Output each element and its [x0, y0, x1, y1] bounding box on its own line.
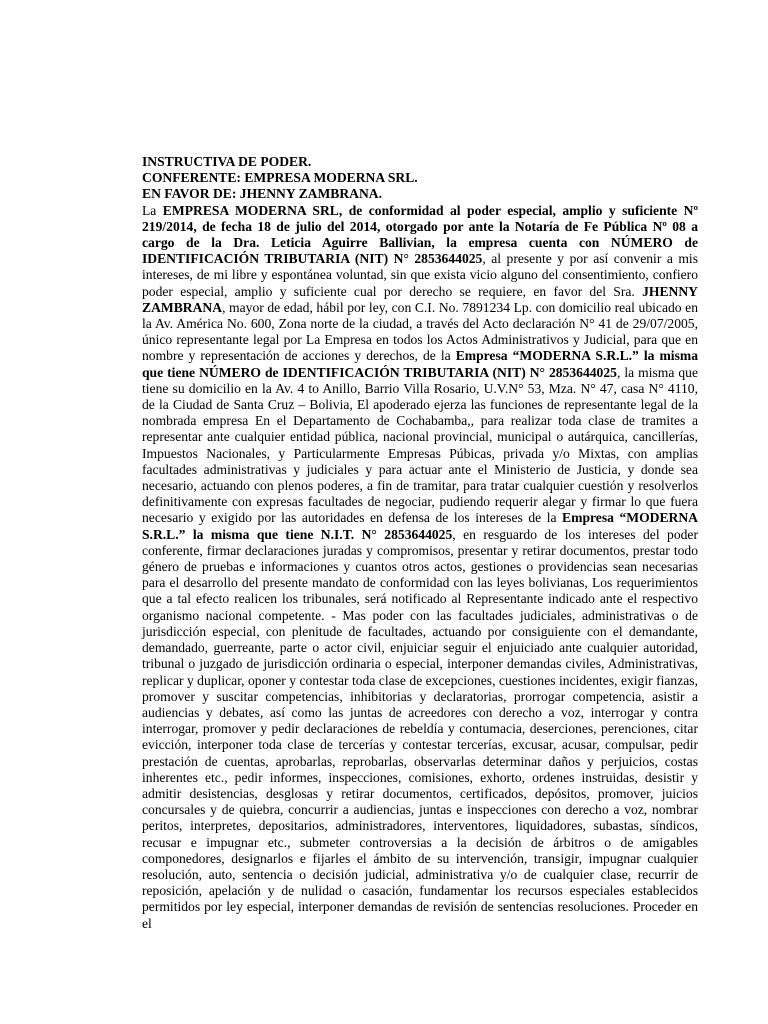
document-title: INSTRUCTIVA DE PODER. — [142, 154, 312, 169]
document-page — [142, 154, 698, 932]
body-segment: , en resguardo de los intereses del poder conferente, firmar declaraciones juradas y compromisos, presentar y retirar documentos, prestar todo género de pruebas e informaciones y cuantos otros actos, gestiones o providencias sean necesarias para el desarrollo del presente mandato de conformidad con las leyes bolivianas, Los requerimientos que a tal efecto realicen los tribunales, será notificado al Representante indicado ante el respectivo organismo nacional competente. - Mas poder con las facultades judiciales, administrativas o de jurisdicción especial, con plenitude de facultades, actuando por consiguiente con el demandante, demandado, guerreante, parte o actor civil, enjuiciar seguir el enjuiciado ante cualquier autoridad, tribunal o juzgado de jurisdicción ordinaria o especial, interponer demandas civiles, Administrativas, replicar y duplicar, oponer y contestar toda clase de excepciones, cuestiones incidentes, exigir fianzas, promover y suscitar competencias, inhibitorias y declaratorias, prorrogar competencia, asistir a audiencias y debates, así como las juntas de acreedores con derecho a voz, interrogar y contra interrogar, promover y pedir declaraciones de rebeldía y contumacia, deserciones, perenciones, citar evicción, interponer toda clase de tercerías y contestar tercerías, excusar, acusar, compulsar, pedir prestación de cuentas, aprobarlas, reprobarlas, observarlas determinar daños y perjuicios, costas inherentes etc., pedir informes, inspecciones, comisiones, exhorto, ordenes instruidas, desistir y admitir desistencias, desglosas y retirar documentos, certificados, depósitos, promover, juicios concursales y de quiebra, concurrir a audiencias, juntas e inspecciones con derecho a voz, nombrar peritos, interpretes, depositarios, administradores, interventores, liquidadores, subastas, síndicos, recusar e impugnar etc., submeter controversias a la decisión de árbitros o de amigables componedores, designarlos e fijarles el ámbito de su intervención, transigir, impugnar cualquier resolución, auto, sentencia o decisión judicial, administrativa y/o de cualquier clase, recurrir de reposición, apelación y de nulidad o casación, fundamentar los recursos especiales establecidos permitidos por ley especial, interponer demandas de revisión de sentencias resoluciones. Proceder en el — [142, 526, 698, 931]
body-segment: , la misma que tiene su domicilio en la Av. 4 to Anillo, Barrio Villa Rosario, U.V.N° 53, Mza. N° 47, casa N° 4110, de la Ciudad de Santa Cruz – Bolivia, El apoderado ejerza las funciones de representante legal de la nombrada empresa En el Departamento de Cochabamba,, para realizar toda clase de tramites a representar ante cualquier entidad pública, nacional provincial, municipal o autárquica, cancillerías, Impuestos Nacionales, y Particularmente Empresas Púbicas, privada y/o Mixtas, con amplias facultades administrativas y judiciales y para actuar ante el Ministerio de Justicia, y donde sea necesario, actuando con plenos poderes, a fin de tramitar, para tratar cualquier cuestión y resolverlos definitivamente con expresas facultades de negociar, pudiendo requerir alegar y firmar lo que fuera necesario y exigido por las autoridades en defensa de los intereses de la — [142, 364, 699, 526]
body-segment: La — [142, 202, 163, 218]
body-segment-bold: Empresa “MODERNA S.R.L.” la misma que tiene N.I.T. N° 2853644025 — [142, 510, 698, 542]
body-segment-bold: JHENNY ZAMBRANA — [142, 283, 698, 315]
grantor-line: CONFERENTE: EMPRESA MODERNA SRL. — [142, 170, 418, 186]
power-of-attorney-body — [142, 203, 698, 932]
body-segment: , mayor de edad, hábil por ley, con C.I. No. 7891234 Lp. con domicilio real ubicado en la Av. América No. 600, Zona norte de la ciudad, a través del Acto declaración N° 41 de 29/07/2005, único representante legal por La Empresa en todos los Actos Administrativos y Judicial, para que en nombre y representación de acciones y derechos, de la — [142, 299, 698, 364]
body-segment-bold: EMPRESA MODERNA SRL, de conformidad al poder especial, amplio y suficiente Nº 219/2014, de fecha 18 de julio del 2014, otorgado por ante la Notaría de Fe Pública Nº 08 a cargo de la Dra. Leticia Aguirre Ballivian, la empresa cuenta con NÚMERO de IDENTIFICACIÓN TRIBUTARIA (NIT) N° 2853644025 — [142, 202, 698, 267]
grantee-line: EN FAVOR DE: JHENNY ZAMBRANA. — [142, 186, 383, 202]
body-segment: , al presente y por así convenir a mis intereses, de mi libre y espontánea voluntad, sin que exista vicio alguno del consentimiento, confiero poder especial, amplio y suficiente cual por derecho se requiere, en favor del Sra. — [142, 251, 698, 299]
body-segment-bold: Empresa “MODERNA S.R.L.” la misma que tiene NÚMERO de IDENTIFICACIÓN TRIBUTARIA (NIT) N° 2853644025 — [142, 348, 698, 380]
